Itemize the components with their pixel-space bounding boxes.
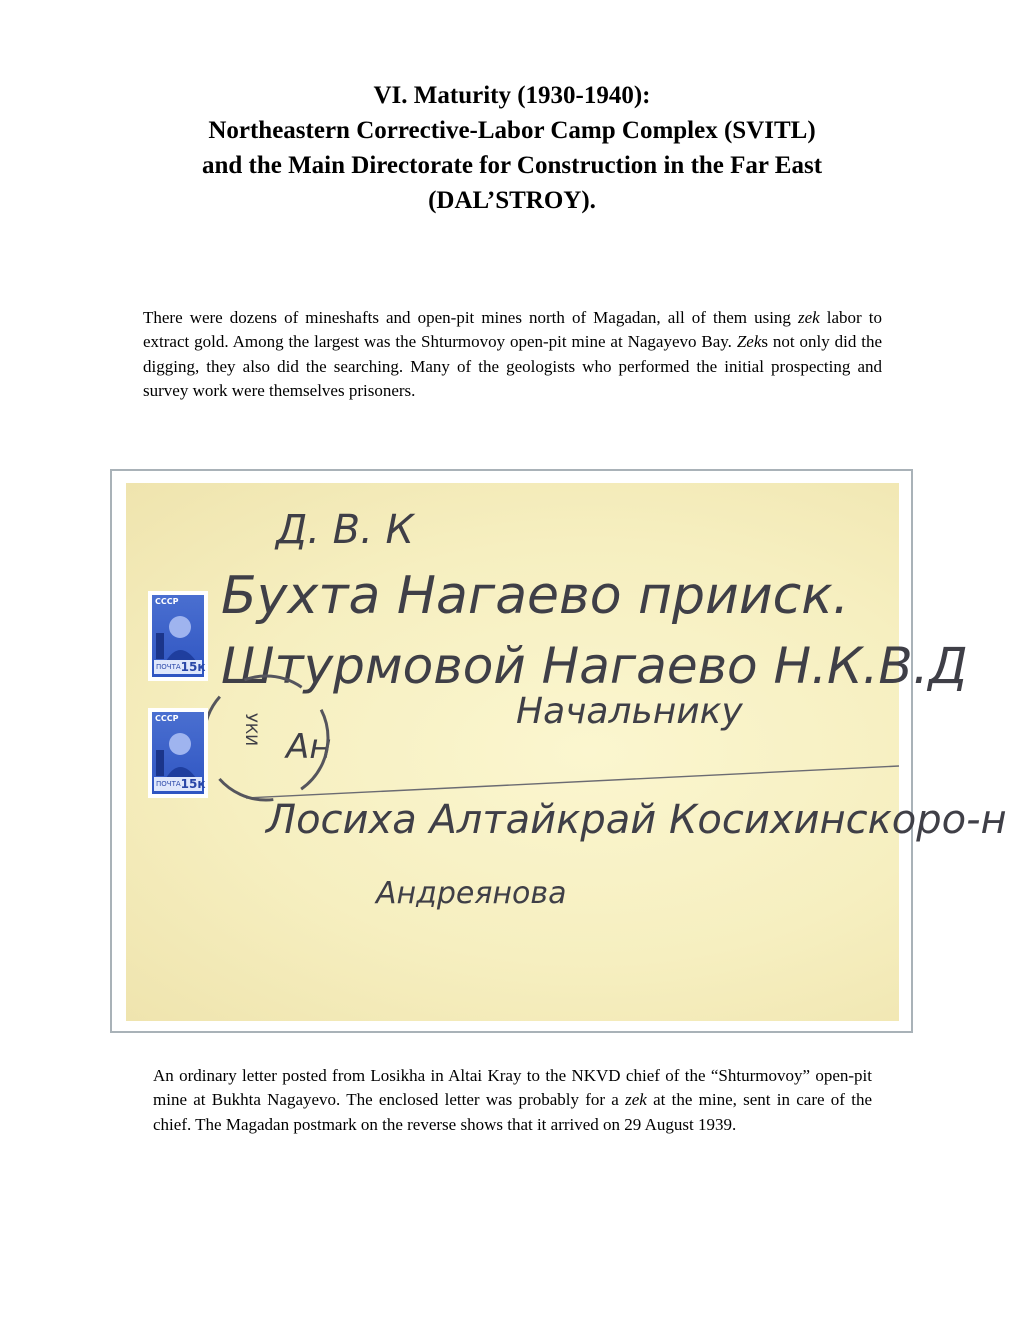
caption-text-2: at the mine, sent in care of the chief. The Magadan postmark on the reverse shows that it arrived on 29 August 1939. (153, 1090, 872, 1134)
hw-line-3: Начальнику (516, 691, 743, 732)
stamp-value-bar (154, 660, 206, 674)
page-title (0, 78, 1024, 218)
stamp-value: 15к (180, 777, 206, 791)
intro-zek-2: Zek (736, 332, 762, 352)
stamp-value: 15к (180, 660, 206, 674)
caption-text-1: An ordinary letter posted from Losikha in Altai Kray to the NKVD chief of the “Shturmovoy” open-pit mine at Bukhta Nagayevo. The enclosed letter was probably for a (153, 1066, 872, 1110)
stamp-label: ПОЧТА (156, 663, 181, 671)
stamp-lower (148, 708, 208, 798)
intro-paragraph (143, 306, 882, 403)
hw-line-6: Андреянова (376, 876, 567, 911)
intro-text-1: There were dozens of mineshafts and open-pit mines north of Magadan, all of them using (143, 308, 798, 327)
soldier-portrait-icon (152, 720, 204, 780)
stamp-country: СССР (155, 714, 179, 723)
hw-line-4: Ан (286, 727, 332, 767)
title-line-4: (DAL’STROY). (428, 187, 596, 214)
underline-stroke (246, 766, 899, 798)
intro-text-2: labor to extract gold. Among the largest was the Shturmovoy open-pit mine at Nagayevo Bay. (143, 308, 883, 352)
stamp-country: СССР (155, 597, 179, 606)
hw-line-2: Штурмовой Нагаево Н.К.В.Д (221, 637, 968, 695)
title-line-3: and the Main Directorate for Construction in the Far East (201, 152, 823, 179)
caption-zek: zek (625, 1090, 647, 1110)
stamp-value-bar (154, 777, 206, 791)
handwritten-address (126, 483, 1007, 1021)
image-caption (153, 1064, 872, 1137)
envelope-image (126, 483, 1007, 1021)
hw-line-dvk: Д. В. К (276, 507, 414, 553)
postmark-text: УКИ (242, 713, 261, 747)
intro-text-3: s not only did the digging, they also did the searching. Many of the geologists who performed the initial prospecting and survey work were themselves prisoners. (143, 332, 882, 400)
soldier-portrait-icon (152, 603, 204, 663)
hw-line-5: Лосиха Алтайкрай Косихинскоро-н (266, 797, 1007, 843)
stamp-label: ПОЧТА (156, 780, 181, 788)
title-line-2: Northeastern Corrective-Labor Camp Complex (SVITL) (208, 117, 816, 144)
title-line-1: VI. Maturity (1930-1940): (373, 82, 651, 109)
stamp-upper (148, 591, 208, 681)
intro-zek-1: zek (798, 308, 820, 327)
hw-line-1: Бухта Нагаево прииск. (221, 566, 850, 626)
